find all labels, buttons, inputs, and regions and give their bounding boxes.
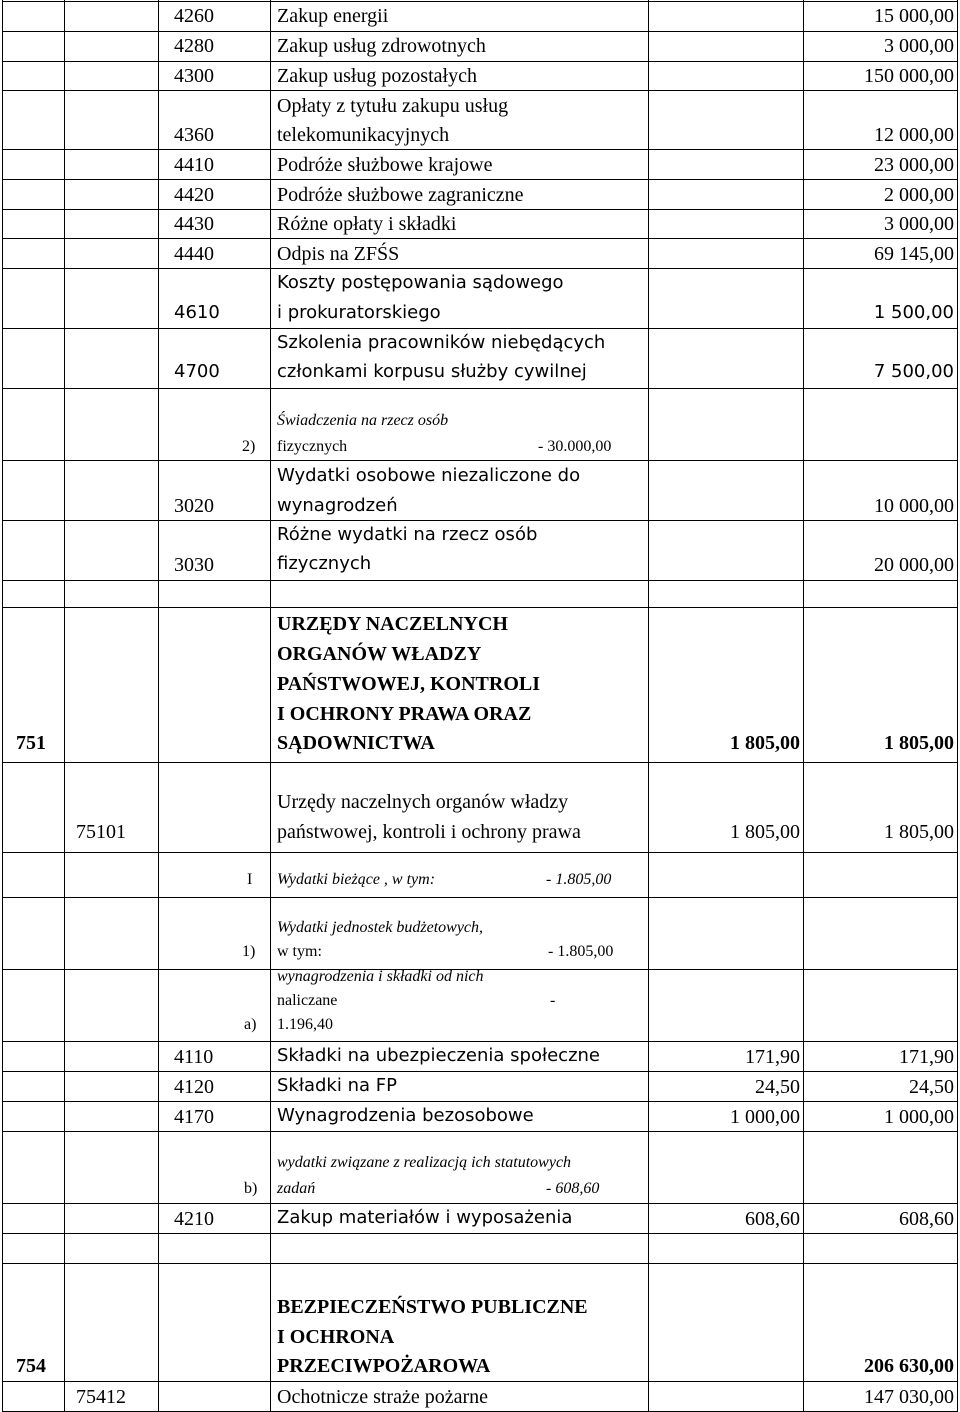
amount: 608,60 — [899, 1208, 954, 1230]
item-name-line-1: Koszty postępowania sądowego — [277, 272, 564, 293]
section-title-line-1: Wydatki jednostek budżetowych, — [277, 919, 484, 936]
amount: 1 000,00 — [884, 1106, 954, 1128]
plan-amount: 24,50 — [755, 1076, 800, 1098]
row-divider — [2, 268, 958, 269]
item-name-line-2: i prokuratorskiego — [277, 302, 441, 323]
plan-amount: 1 000,00 — [730, 1106, 800, 1128]
division-title-line-2: państwowej, kontroli i ochrony prawa — [277, 821, 581, 843]
item-name-line-1: Wydatki osobowe niezaliczone do — [277, 465, 581, 486]
amount: 150 000,00 — [864, 65, 954, 87]
chapter-title-line-2: I OCHRONA — [277, 1326, 395, 1348]
row-divider — [2, 1071, 958, 1072]
row-divider — [2, 61, 958, 62]
item-name: Zakup energii — [277, 5, 389, 27]
amount: 20 000,00 — [874, 554, 954, 576]
section-value: 1.196,40 — [277, 1016, 333, 1033]
column-divider — [648, 0, 649, 1412]
amount: 24,50 — [909, 1076, 954, 1098]
row-divider — [2, 1041, 958, 1042]
row-divider — [2, 607, 958, 608]
amount: 2 000,00 — [884, 184, 954, 206]
row-divider — [2, 1203, 958, 1204]
item-name-line-2: telekomunikacyjnych — [277, 124, 450, 146]
item-name-line-2: fizycznych — [277, 553, 372, 574]
amount: 1 805,00 — [884, 732, 954, 754]
row-divider — [2, 90, 958, 91]
row-divider — [2, 1233, 958, 1234]
row-divider — [2, 460, 958, 461]
chapter-title-line-5: SĄDOWNICTWA — [277, 732, 435, 754]
amount: 23 000,00 — [874, 154, 954, 176]
section-marker: 1) — [242, 943, 256, 960]
amount: 69 145,00 — [874, 243, 954, 265]
item-name: Podróże służbowe krajowe — [277, 154, 493, 176]
section-value: - 30.000,00 — [538, 438, 612, 455]
item-name: Składki na FP — [277, 1075, 397, 1096]
paragraph-code: 4440 — [174, 243, 214, 265]
paragraph-code: 4280 — [174, 35, 214, 57]
row-divider — [2, 520, 958, 521]
amount: 1 500,00 — [873, 302, 954, 323]
item-name: Zakup usług pozostałych — [277, 65, 477, 87]
amount: 147 030,00 — [864, 1386, 954, 1408]
row-divider — [2, 1, 958, 2]
amount: 1 805,00 — [884, 821, 954, 843]
item-name-line-2: członkami korpusu służby cywilnej — [277, 361, 587, 382]
paragraph-code: 4420 — [174, 184, 214, 206]
row-divider — [2, 1131, 958, 1132]
amount: 171,90 — [899, 1046, 954, 1068]
column-divider — [270, 0, 271, 1412]
section-title-line-1: Świadczenia na rzecz osób — [277, 412, 449, 429]
section-marker: I — [247, 871, 253, 888]
row-divider — [2, 209, 958, 210]
chapter-title-line-3: PAŃSTWOWEJ, KONTROLI — [277, 673, 540, 695]
paragraph-code: 4260 — [174, 5, 214, 27]
paragraph-code: 4430 — [174, 213, 214, 235]
amount: 10 000,00 — [874, 495, 954, 517]
division-code: 75101 — [76, 821, 126, 843]
amount: 3 000,00 — [884, 213, 954, 235]
section-value: - 1.805,00 — [546, 871, 612, 888]
column-divider — [64, 0, 65, 1412]
item-name: Wynagrodzenia bezosobowe — [277, 1105, 534, 1126]
item-name-line-1: Opłaty z tytułu zakupu usług — [277, 95, 509, 117]
row-divider — [2, 328, 958, 329]
plan-amount: 1 805,00 — [730, 732, 800, 754]
row-divider — [2, 762, 958, 763]
section-title-line-2: w tym: — [277, 943, 322, 960]
section-marker: a) — [244, 1016, 257, 1033]
item-name-line-1: Szkolenia pracowników niebędących — [277, 332, 606, 353]
table-border-right — [957, 0, 958, 1412]
paragraph-code: 4360 — [174, 124, 214, 146]
row-divider — [2, 1101, 958, 1102]
section-value: - 608,60 — [546, 1180, 600, 1197]
row-divider — [2, 1381, 958, 1382]
section-title-line-2: naliczane — [277, 992, 338, 1009]
item-name-line-2: wynagrodzeń — [277, 495, 398, 516]
row-divider — [2, 149, 958, 150]
amount: 3 000,00 — [884, 35, 954, 57]
item-name: Zakup materiałów i wyposażenia — [277, 1207, 573, 1228]
row-divider — [2, 388, 958, 389]
section-dash: - — [550, 992, 556, 1009]
row-divider — [2, 580, 958, 581]
amount: 15 000,00 — [874, 5, 954, 27]
plan-amount: 171,90 — [745, 1046, 800, 1068]
paragraph-code: 4410 — [174, 154, 214, 176]
chapter-title-line-1: URZĘDY NACZELNYCH — [277, 613, 508, 635]
paragraph-code: 4700 — [174, 361, 220, 382]
chapter-title-line-3: PRZECIWPOŻAROWA — [277, 1355, 491, 1377]
row-divider — [2, 179, 958, 180]
amount: 12 000,00 — [874, 124, 954, 146]
row-divider — [2, 852, 958, 853]
item-name: Ochotnicze straże pożarne — [277, 1386, 488, 1408]
section-title: Wydatki bieżące , w tym: — [277, 871, 436, 888]
section-marker: 2) — [242, 438, 256, 455]
row-divider — [2, 897, 958, 898]
plan-amount: 608,60 — [745, 1208, 800, 1230]
chapter-title-line-4: I OCHRONY PRAWA ORAZ — [277, 703, 532, 725]
item-name: Odpis na ZFŚS — [277, 243, 400, 265]
paragraph-code: 4120 — [174, 1076, 214, 1098]
paragraph-code: 4610 — [174, 302, 220, 323]
item-name-line-1: Różne wydatki na rzecz osób — [277, 524, 538, 545]
item-name: Podróże służbowe zagraniczne — [277, 184, 524, 206]
item-name: Składki na ubezpieczenia społeczne — [277, 1045, 600, 1066]
paragraph-code: 3030 — [174, 554, 214, 576]
chapter-code: 751 — [16, 732, 46, 754]
section-title-line-1: wydatki związane z realizacją ich statutowych — [277, 1154, 572, 1171]
section-title-line-1: wynagrodzenia i składki od nich — [277, 968, 484, 985]
section-title-line-2: zadań — [277, 1180, 316, 1197]
section-title-line-2: fizycznych — [277, 438, 348, 455]
chapter-title-line-2: ORGANÓW WŁADZY — [277, 643, 482, 665]
paragraph-code: 4210 — [174, 1208, 214, 1230]
paragraph-code: 4110 — [174, 1046, 214, 1068]
section-value: - 1.805,00 — [548, 943, 614, 960]
chapter-code: 754 — [16, 1355, 46, 1377]
column-divider — [158, 0, 159, 1412]
division-title-line-1: Urzędy naczelnych organów władzy — [277, 791, 569, 813]
row-divider — [2, 238, 958, 239]
chapter-title-line-1: BEZPIECZEŃSTWO PUBLICZNE — [277, 1296, 588, 1318]
table-border-left — [2, 0, 3, 1412]
column-divider — [803, 0, 804, 1412]
paragraph-code: 4300 — [174, 65, 214, 87]
item-name: Zakup usług zdrowotnych — [277, 35, 486, 57]
paragraph-code: 4170 — [174, 1106, 214, 1128]
row-divider — [2, 31, 958, 32]
paragraph-code: 3020 — [174, 495, 214, 517]
amount: 206 630,00 — [864, 1355, 954, 1377]
plan-amount: 1 805,00 — [730, 821, 800, 843]
item-name: Różne opłaty i składki — [277, 213, 457, 235]
row-divider — [2, 1263, 958, 1264]
division-code: 75412 — [76, 1386, 126, 1408]
section-marker: b) — [244, 1180, 258, 1197]
amount: 7 500,00 — [873, 361, 954, 382]
